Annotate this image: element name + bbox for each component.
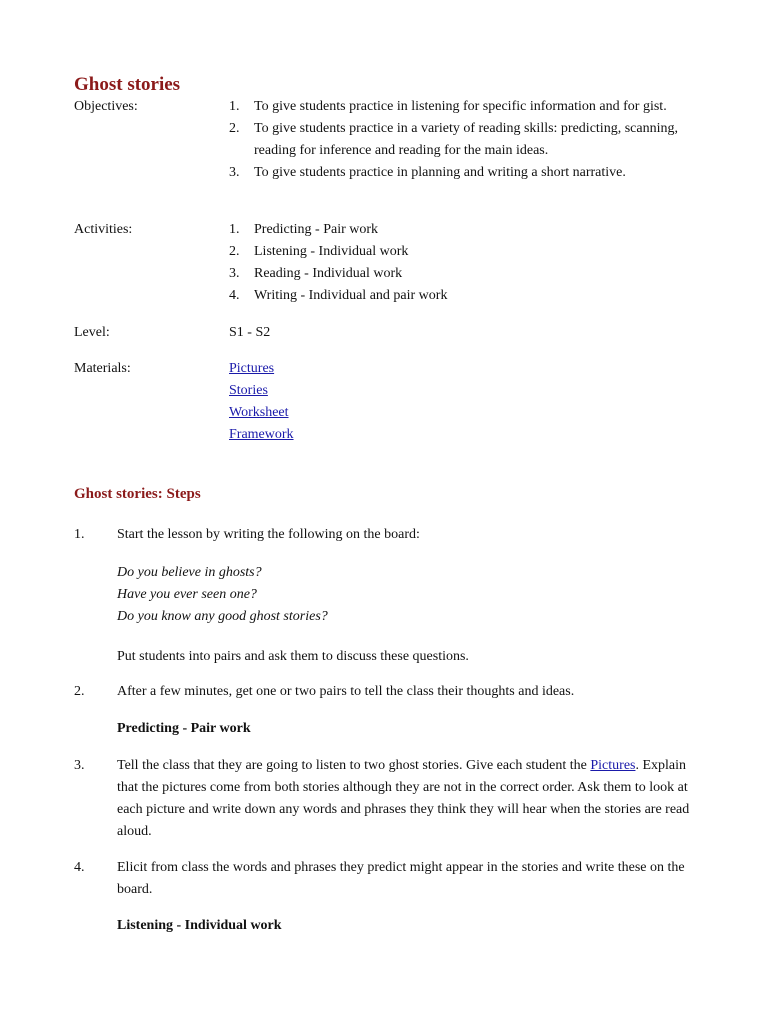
step-text: Start the lesson by writing the following on the board: — [117, 527, 420, 542]
list-text: Reading - Individual work — [254, 266, 403, 281]
list-item — [229, 96, 699, 118]
activities-label: Activities: — [74, 222, 133, 237]
list-number: 2. — [229, 121, 240, 136]
step-text-part: Tell the class that they are going to listen to two ghost stories. Give each student the — [117, 758, 591, 773]
link-worksheet[interactable]: Worksheet — [229, 405, 289, 420]
list-text: Listening - Individual work — [254, 244, 409, 259]
step-text: Elicit from class the words and phrases they predict might appear in the stories and write these on the board. — [117, 860, 685, 897]
list-text: To give students practice in listening for specific information and for gist. — [254, 99, 667, 114]
link-pictures[interactable]: Pictures — [229, 361, 275, 376]
step-number: 4. — [74, 860, 85, 875]
activities-list — [229, 219, 699, 307]
list-item — [229, 241, 699, 263]
steps-heading: Ghost stories: Steps — [74, 486, 201, 502]
list-number: 1. — [229, 99, 240, 114]
list-item — [229, 162, 699, 184]
step-number: 3. — [74, 758, 85, 773]
link-stories[interactable]: Stories — [229, 383, 268, 398]
materials-label: Materials: — [74, 361, 131, 376]
level-label: Level: — [74, 325, 110, 340]
link-framework[interactable]: Framework — [229, 427, 294, 442]
level-value: S1 - S2 — [229, 325, 271, 340]
board-question: Have you ever seen one? — [117, 587, 257, 602]
step-followup: Put students into pairs and ask them to discuss these questions. — [117, 649, 469, 664]
step-text: After a few minutes, get one or two pairs to tell the class their thoughts and ideas. — [117, 684, 575, 699]
step-text-part: . Explain that the pictures come from both stories although they are not in the correct order. Ask them to look at each picture and write down any words and phrases they think they will hear when the stories are read aloud. — [117, 758, 690, 839]
list-text: To give students practice in planning and writing a short narrative. — [254, 165, 626, 180]
step-number: 2. — [74, 684, 85, 699]
list-item — [229, 118, 699, 162]
list-number: 3. — [229, 266, 240, 281]
list-text: Predicting - Pair work — [254, 222, 379, 237]
list-text: To give students practice in a variety of reading skills: predicting, scanning, reading for inference and reading for the main ideas. — [254, 121, 678, 158]
list-number: 3. — [229, 165, 240, 180]
objectives-list — [229, 96, 699, 184]
step-text — [117, 755, 702, 843]
link-pictures-inline[interactable]: Pictures — [590, 758, 636, 773]
page-title: Ghost stories — [74, 74, 181, 95]
list-item — [229, 263, 699, 285]
list-text: Writing - Individual and pair work — [254, 288, 448, 303]
list-number: 2. — [229, 244, 240, 259]
section-subheading: Listening - Individual work — [117, 918, 282, 933]
objectives-label: Objectives: — [74, 99, 138, 114]
materials-links — [229, 358, 294, 446]
section-subheading: Predicting - Pair work — [117, 721, 251, 736]
list-number: 4. — [229, 288, 240, 303]
list-number: 1. — [229, 222, 240, 237]
step-number: 1. — [74, 527, 85, 542]
list-item — [229, 219, 699, 241]
board-question: Do you know any good ghost stories? — [117, 609, 328, 624]
list-item — [229, 285, 699, 307]
board-question: Do you believe in ghosts? — [117, 565, 262, 580]
